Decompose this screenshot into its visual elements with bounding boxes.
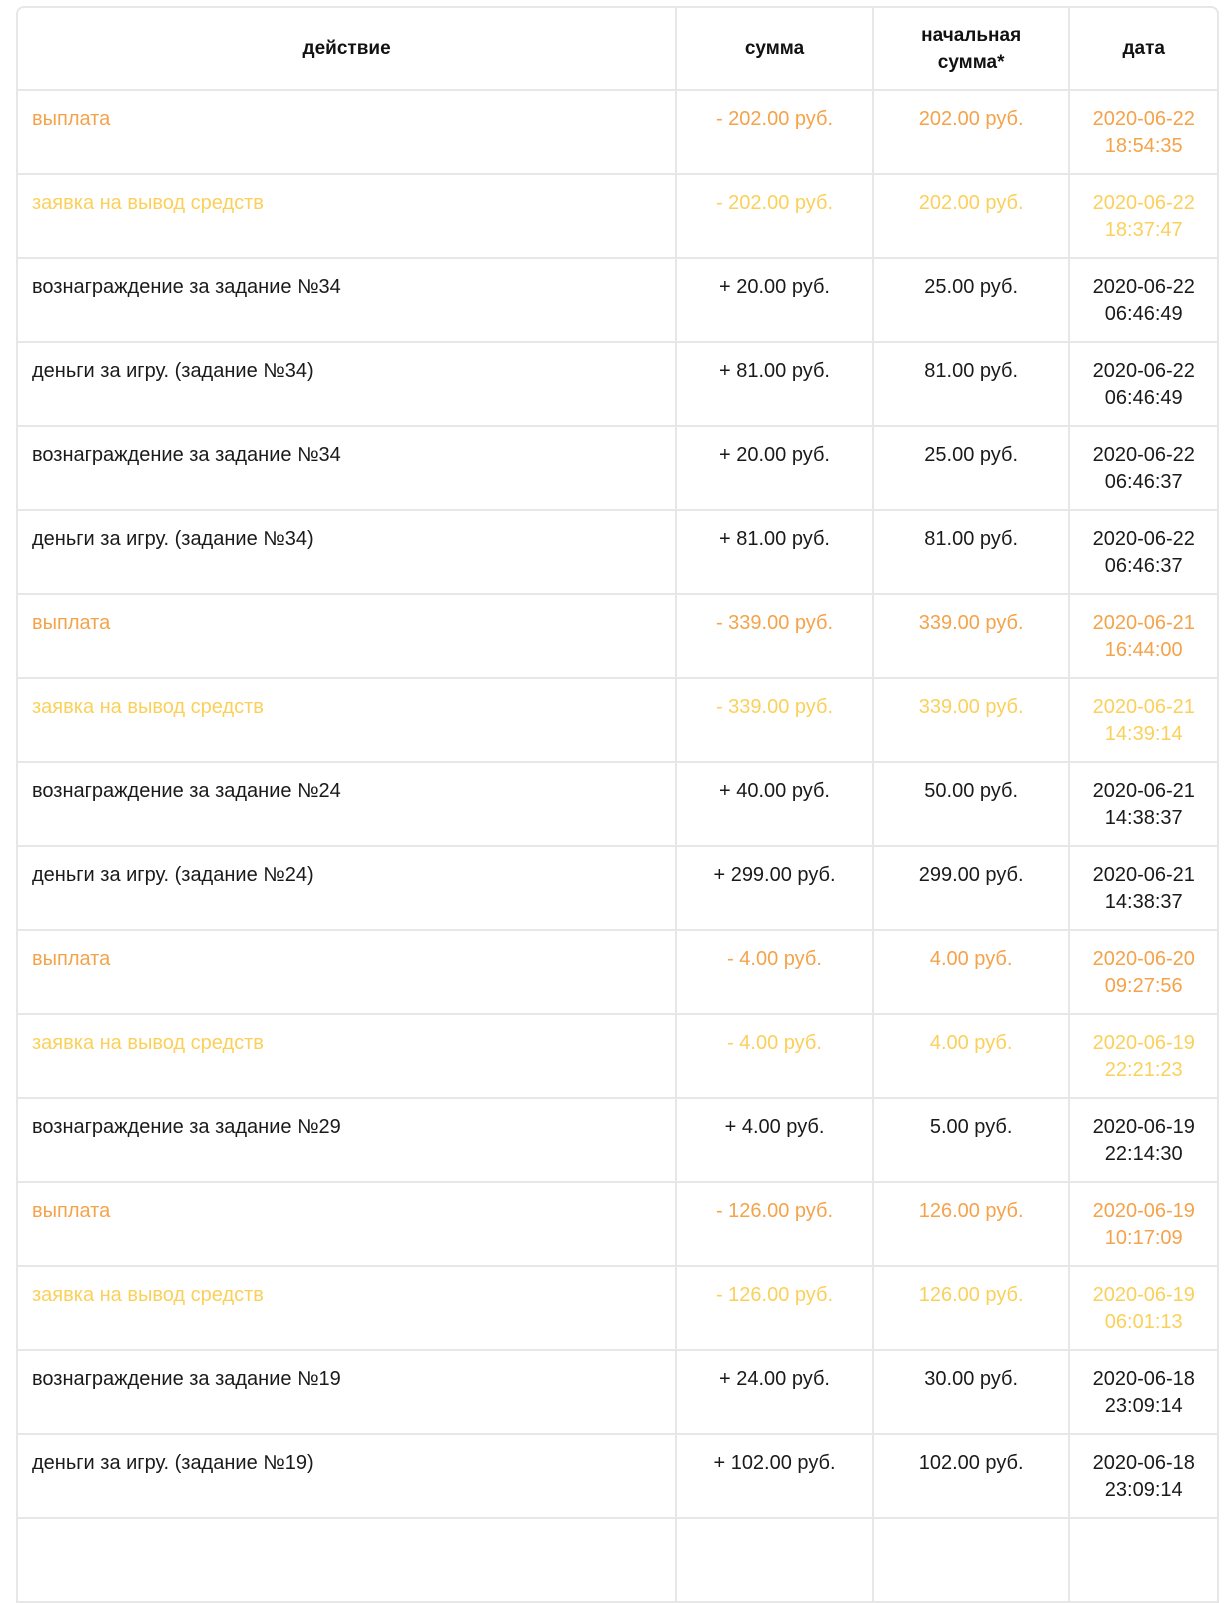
cell-amount: - 126.00 руб. [676, 1182, 873, 1266]
header-row [18, 8, 1217, 90]
table-row [18, 594, 1217, 678]
cell-amount: + 4.00 руб. [676, 1098, 873, 1182]
transactions-table-container [16, 6, 1219, 1603]
cell-initial-amount: 4.00 руб. [873, 930, 1070, 1014]
header-date: дата [1069, 8, 1217, 90]
table-row [18, 846, 1217, 930]
cell-action: вознаграждение за задание №24 [18, 762, 676, 846]
cell-date [1069, 1518, 1217, 1602]
cell-action: выплата [18, 90, 676, 174]
cell-date [1069, 594, 1217, 678]
cell-date-day: 2020-06-21 [1092, 780, 1195, 802]
table-body [18, 90, 1217, 1602]
cell-date-time: 14:39:14 [1104, 723, 1183, 745]
table-row [18, 1014, 1217, 1098]
cell-date [1069, 678, 1217, 762]
cell-date [1069, 1350, 1217, 1434]
cell-date-time: 22:21:23 [1104, 1059, 1183, 1081]
cell-action: деньги за игру. (задание №34) [18, 510, 676, 594]
cell-initial-amount: 202.00 руб. [873, 90, 1070, 174]
cell-date [1069, 258, 1217, 342]
cell-date-day: 2020-06-22 [1092, 360, 1195, 382]
cell-date [1069, 1014, 1217, 1098]
cell-amount: + 24.00 руб. [676, 1350, 873, 1434]
table-row [18, 510, 1217, 594]
table-row [18, 1350, 1217, 1434]
table-row [18, 762, 1217, 846]
cell-date-day: 2020-06-22 [1092, 444, 1195, 466]
cell-initial-amount: 102.00 руб. [873, 1434, 1070, 1518]
cell-action: деньги за игру. (задание №19) [18, 1434, 676, 1518]
cell-date [1069, 1266, 1217, 1350]
cell-date [1069, 174, 1217, 258]
cell-amount: + 299.00 руб. [676, 846, 873, 930]
table-row [18, 1098, 1217, 1182]
table-header [18, 8, 1217, 90]
cell-amount: + 20.00 руб. [676, 258, 873, 342]
cell-amount: + 81.00 руб. [676, 342, 873, 426]
cell-initial-amount: 5.00 руб. [873, 1098, 1070, 1182]
cell-date [1069, 762, 1217, 846]
cell-date-day: 2020-06-19 [1092, 1032, 1195, 1054]
cell-initial-amount: 25.00 руб. [873, 426, 1070, 510]
cell-action: деньги за игру. (задание №34) [18, 342, 676, 426]
cell-date-time: 23:09:14 [1104, 1479, 1183, 1501]
cell-date-day: 2020-06-21 [1092, 864, 1195, 886]
cell-date-time: 06:46:37 [1104, 471, 1183, 493]
cell-action: вознаграждение за задание №19 [18, 1350, 676, 1434]
cell-amount: + 20.00 руб. [676, 426, 873, 510]
cell-date-time: 18:54:35 [1104, 135, 1183, 157]
header-amount: сумма [676, 8, 873, 90]
table-row [18, 342, 1217, 426]
cell-amount: - 202.00 руб. [676, 90, 873, 174]
cell-amount: + 81.00 руб. [676, 510, 873, 594]
cell-date-time: 09:27:56 [1104, 975, 1183, 997]
cell-amount: - 4.00 руб. [676, 930, 873, 1014]
cell-date-day: 2020-06-22 [1092, 108, 1195, 130]
cell-action: вознаграждение за задание №34 [18, 426, 676, 510]
cell-date [1069, 846, 1217, 930]
cell-date-day: 2020-06-19 [1092, 1116, 1195, 1138]
cell-amount: + 102.00 руб. [676, 1434, 873, 1518]
cell-date-time: 23:09:14 [1104, 1395, 1183, 1417]
cell-date [1069, 426, 1217, 510]
cell-date-time: 06:46:49 [1104, 387, 1183, 409]
cell-date-day: 2020-06-22 [1092, 192, 1195, 214]
cell-date [1069, 1182, 1217, 1266]
cell-date-day: 2020-06-19 [1092, 1284, 1195, 1306]
cell-initial-amount: 339.00 руб. [873, 594, 1070, 678]
cell-action: вознаграждение за задание №34 [18, 258, 676, 342]
cell-initial-amount: 81.00 руб. [873, 510, 1070, 594]
cell-amount: - 4.00 руб. [676, 1014, 873, 1098]
cell-action: выплата [18, 594, 676, 678]
cell-action: выплата [18, 1182, 676, 1266]
cell-initial-amount: 81.00 руб. [873, 342, 1070, 426]
cell-initial-amount: 299.00 руб. [873, 846, 1070, 930]
cell-action: заявка на вывод средств [18, 174, 676, 258]
cell-date-day: 2020-06-21 [1092, 696, 1195, 718]
cell-initial-amount [873, 1518, 1070, 1602]
table-row [18, 1518, 1217, 1602]
header-initial-amount [873, 8, 1070, 90]
cell-date [1069, 90, 1217, 174]
table-row [18, 1266, 1217, 1350]
cell-date-day: 2020-06-22 [1092, 276, 1195, 298]
header-initial-line1: начальная [921, 24, 1022, 46]
cell-action: выплата [18, 930, 676, 1014]
table-row [18, 930, 1217, 1014]
cell-initial-amount: 126.00 руб. [873, 1182, 1070, 1266]
cell-date [1069, 930, 1217, 1014]
cell-date-day: 2020-06-18 [1092, 1368, 1195, 1390]
cell-date-day: 2020-06-19 [1092, 1200, 1195, 1222]
cell-date [1069, 1434, 1217, 1518]
cell-date-day: 2020-06-21 [1092, 612, 1195, 634]
cell-initial-amount: 30.00 руб. [873, 1350, 1070, 1434]
cell-date [1069, 510, 1217, 594]
cell-date [1069, 342, 1217, 426]
table-row [18, 426, 1217, 510]
cell-date-time: 14:38:37 [1104, 891, 1183, 913]
cell-amount: - 339.00 руб. [676, 678, 873, 762]
cell-action [18, 1518, 676, 1602]
cell-date-day: 2020-06-22 [1092, 528, 1195, 550]
cell-action: заявка на вывод средств [18, 1266, 676, 1350]
cell-initial-amount: 126.00 руб. [873, 1266, 1070, 1350]
cell-amount [676, 1518, 873, 1602]
table-row [18, 678, 1217, 762]
cell-action: заявка на вывод средств [18, 678, 676, 762]
cell-amount: - 202.00 руб. [676, 174, 873, 258]
table-row [18, 90, 1217, 174]
cell-date-time: 06:46:37 [1104, 555, 1183, 577]
cell-initial-amount: 202.00 руб. [873, 174, 1070, 258]
cell-date [1069, 1098, 1217, 1182]
cell-action: вознаграждение за задание №29 [18, 1098, 676, 1182]
cell-initial-amount: 339.00 руб. [873, 678, 1070, 762]
table-row [18, 174, 1217, 258]
cell-initial-amount: 25.00 руб. [873, 258, 1070, 342]
cell-date-time: 18:37:47 [1104, 219, 1183, 241]
cell-date-day: 2020-06-18 [1092, 1452, 1195, 1474]
table-row [18, 1434, 1217, 1518]
cell-action: заявка на вывод средств [18, 1014, 676, 1098]
cell-date-time: 06:46:49 [1104, 303, 1183, 325]
cell-action: деньги за игру. (задание №24) [18, 846, 676, 930]
cell-date-time: 06:01:13 [1104, 1311, 1183, 1333]
cell-date-time: 22:14:30 [1104, 1143, 1183, 1165]
cell-date-time: 10:17:09 [1104, 1227, 1183, 1249]
cell-date-time: 16:44:00 [1104, 639, 1183, 661]
header-action: действие [18, 8, 676, 90]
cell-initial-amount: 4.00 руб. [873, 1014, 1070, 1098]
cell-date-time: 14:38:37 [1104, 807, 1183, 829]
transactions-table [18, 8, 1217, 1603]
cell-amount: + 40.00 руб. [676, 762, 873, 846]
cell-date-day: 2020-06-20 [1092, 948, 1195, 970]
table-row [18, 1182, 1217, 1266]
table-row [18, 258, 1217, 342]
cell-initial-amount: 50.00 руб. [873, 762, 1070, 846]
header-initial-line2: сумма* [937, 51, 1005, 73]
cell-amount: - 339.00 руб. [676, 594, 873, 678]
cell-amount: - 126.00 руб. [676, 1266, 873, 1350]
